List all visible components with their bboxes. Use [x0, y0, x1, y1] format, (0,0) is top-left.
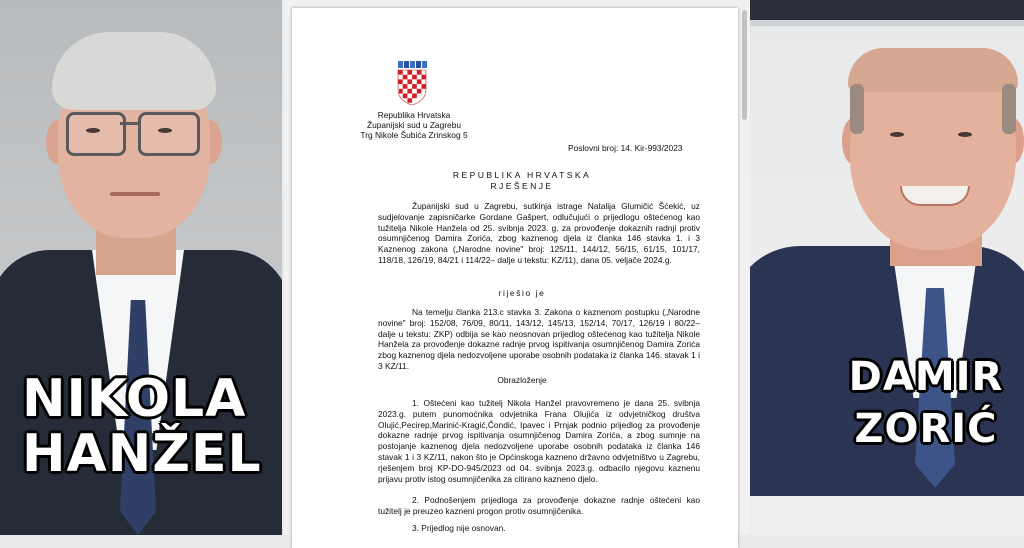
- reasoning-paragraph-1: 1. Oštećeni kao tužitelj Nikola Hanžel pravovremeno je dana 25. svibnja 2023.g. putem punomoćnika odvjetnika Frana Olujića iz odvjetničkog društva Olujić,Pecirep,Marinić-Kragić,Čondić, Ipavec i Prnjak podnio prijedlog za provođenje dokazne radnje prvog ispitivanja osumnjičenog Damira Zorića, a zbog sumnje na postojanje kaznenog djela nedozvoljene uporabe osobnih podataka iz članka 146 stavak 1 i 3 KZ/11, nakon što je Općinskoga kazneno državno odvjetništvo u Zagrebu, rješenjem broj KP-DO-945/2023 od 04. svibnja 2023.g. odbacilo njegovu kaznenu prijavu protiv istog osumnjičenika za citirano kazneno djelo.: [378, 398, 700, 484]
- left-portrait-panel: [0, 0, 282, 535]
- right-name-line2: ZORIĆ: [854, 406, 998, 452]
- court-header: [334, 110, 494, 140]
- document-scrollbar[interactable]: [741, 4, 748, 531]
- left-name-line2: HANŽEL: [22, 423, 262, 484]
- right-portrait-panel: [750, 0, 1024, 535]
- right-bottom-strip: [750, 496, 1024, 535]
- decision-paragraph: Na temelju članka 213.c stavka 3. Zakona o kaznenom postupku („Narodne novine" broj: 152/08, 76/09, 80/11, 143/12, 145/13, 152/14, 70/17, 126/19 i 80/22– dalje u tekstu: ZKP) odbija se kao neosnovan prijedlog oštećenog kao tužitelja Nikole Hanžela za provođenje dokazne radnje prvog ispitivanja osumnjičenog Damira Zorića zbog kaznenog djela nedozvoljene uporabe osobnih podataka iz članka 146. stavak 1 i 3 KZ/11.: [378, 307, 700, 371]
- scrollbar-thumb[interactable]: [742, 10, 747, 120]
- reasoning-paragraph-3: 3. Prijedlog nije osnovan.: [412, 523, 506, 533]
- right-name-line1: DAMIR: [848, 354, 1004, 400]
- left-name-line1: NIKOLA: [22, 369, 247, 429]
- court-line-2: Županijski sud u Zagrebu: [366, 120, 462, 130]
- reasoning-paragraph-2: 2. Podnošenjem prijedloga za provođenje dokazne radnje oštećeni kao tužitelj je preuzeo kazneni progon protiv osumnjičenika.: [378, 495, 700, 516]
- document-title-country: REPUBLIKA HRVATSKA: [452, 170, 592, 180]
- case-number: Poslovni broj: 14. Kir-993/2023: [568, 143, 683, 153]
- croatian-coat-of-arms-icon: [396, 61, 428, 106]
- reasoning-title: Obrazloženje: [497, 375, 547, 385]
- court-line-1: Republika Hrvatska: [377, 110, 451, 120]
- document-page: [292, 8, 738, 548]
- right-name-label: [846, 356, 1006, 450]
- left-name-label: [22, 369, 262, 484]
- intro-paragraph: Županijski sud u Zagrebu, sutkinja istrage Natalija Glumičić Šćekić, uz sudjelovanje zapisničarke Gordane Gašpert, odlučujući o prijedlogu oštećenog kao tužitelja Nikole Hanžela od 25. svibnja 2023. g. za provođenje dokaznih radnji protiv osumnjičenog Damira Zorića, zbog kaznenog djela iz članka 146 stavka 1. i 3 Kaznenog zakona („Narodne novine" broj: 125/11, 144/12, 56/15, 61/15, 101/17, 118/18, 126/19, 84/21 i 114/22– dalje u tekstu: KZ/11), dana 05. veljače 2024.g.: [378, 201, 700, 265]
- right-top-bar: [750, 0, 1024, 20]
- document-title-type: RJEŠENJE: [490, 181, 554, 191]
- court-line-3: Trg Nikole Šubića Zrinskog 5: [360, 130, 468, 140]
- document-viewer[interactable]: [284, 0, 750, 535]
- decision-word: riješio je: [498, 288, 546, 298]
